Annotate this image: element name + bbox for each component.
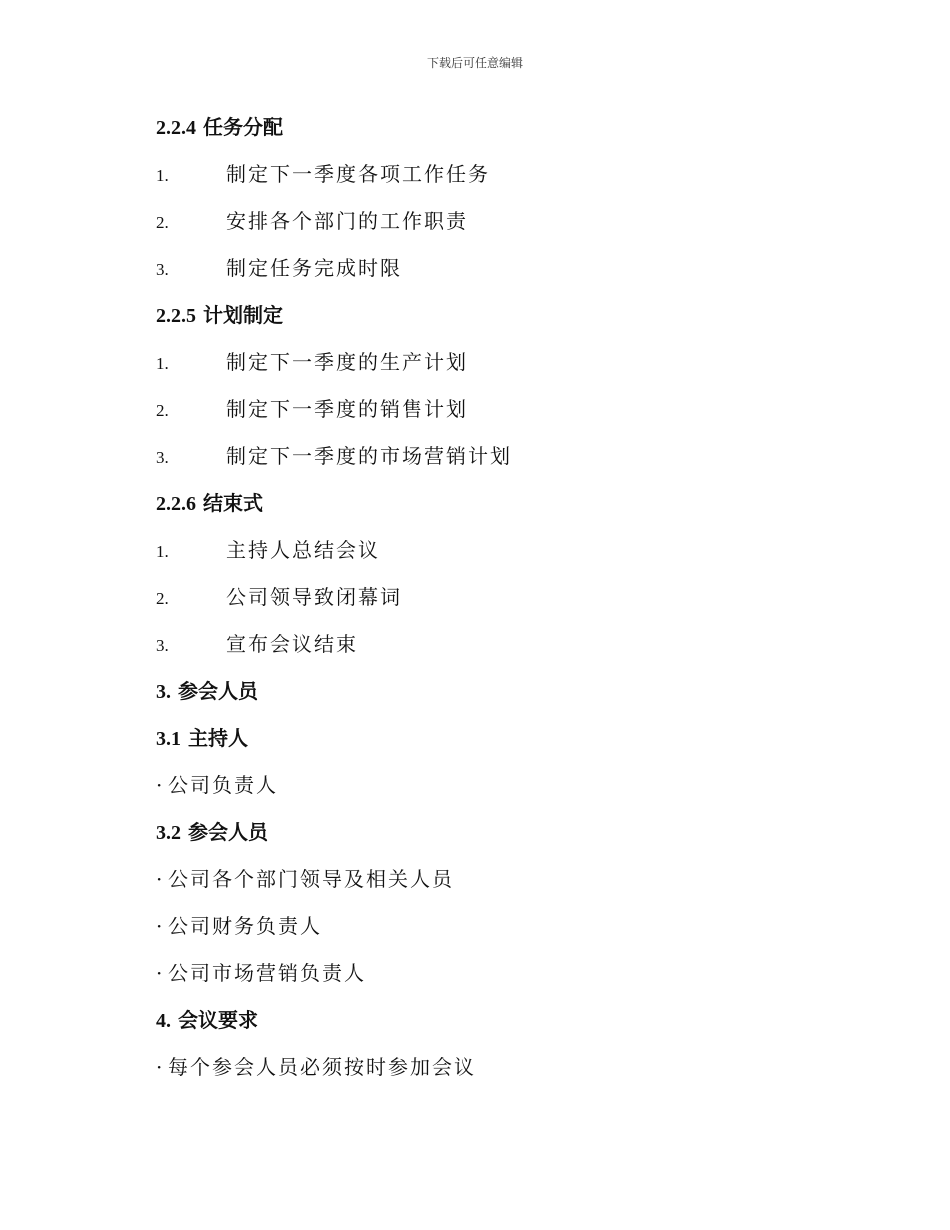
list-item-text: 公司领导致闭幕词 (226, 585, 402, 609)
bullet-item (156, 1049, 856, 1096)
bullet-dot: · (156, 1055, 163, 1079)
list-item (156, 579, 856, 626)
list-item-index: 2. (156, 589, 169, 608)
section-heading (156, 814, 856, 861)
list-item-index: 2. (156, 401, 169, 420)
list-item (156, 626, 856, 673)
section-number: 2.2.5 (156, 305, 196, 327)
list-item (156, 438, 856, 485)
section-number: 4. (156, 1010, 171, 1032)
bullet-item (156, 861, 856, 908)
list-item-index: 3. (156, 448, 169, 467)
section-title: 主持人 (187, 726, 248, 750)
list-item-index: 3. (156, 636, 169, 655)
list-item-text: 制定下一季度各项工作任务 (226, 162, 490, 186)
list-item (156, 344, 856, 391)
bullet-text: 公司负责人 (168, 773, 278, 797)
list-item (156, 250, 856, 297)
section-title: 会议要求 (177, 1008, 258, 1032)
section-heading (156, 673, 856, 720)
bullet-text: 公司市场营销负责人 (168, 961, 366, 985)
bullet-item (156, 767, 856, 814)
list-item-text: 制定下一季度的生产计划 (226, 350, 468, 374)
list-item-text: 制定下一季度的市场营销计划 (226, 444, 512, 468)
section-number: 3.2 (156, 822, 181, 844)
page-header-note: 下载后可任意编辑 (426, 56, 523, 70)
list-item (156, 203, 856, 250)
bullet-text: 每个参会人员必须按时参加会议 (168, 1055, 476, 1079)
bullet-item (156, 955, 856, 1002)
section-heading (156, 485, 856, 532)
bullet-dot: · (156, 961, 163, 985)
list-item-index: 1. (156, 166, 169, 185)
section-heading (156, 297, 856, 344)
section-number: 3. (156, 681, 171, 703)
list-item-text: 宣布会议结束 (226, 632, 358, 656)
list-item-index: 2. (156, 213, 169, 232)
list-item (156, 532, 856, 579)
bullet-dot: · (156, 914, 163, 938)
list-item-text: 主持人总结会议 (226, 538, 380, 562)
section-heading (156, 1002, 856, 1049)
section-title: 任务分配 (202, 115, 283, 139)
section-number: 2.2.4 (156, 117, 196, 139)
bullet-text: 公司各个部门领导及相关人员 (168, 867, 454, 891)
document-body (156, 109, 856, 1096)
list-item-index: 3. (156, 260, 169, 279)
section-number: 3.1 (156, 728, 181, 750)
section-number: 2.2.6 (156, 493, 196, 515)
section-title: 结束式 (202, 491, 263, 515)
bullet-item (156, 908, 856, 955)
list-item (156, 391, 856, 438)
section-heading (156, 720, 856, 767)
list-item-text: 安排各个部门的工作职责 (226, 209, 468, 233)
bullet-dot: · (156, 867, 163, 891)
list-item-index: 1. (156, 542, 169, 561)
list-item-text: 制定下一季度的销售计划 (226, 397, 468, 421)
section-heading (156, 109, 856, 156)
bullet-text: 公司财务负责人 (168, 914, 322, 938)
list-item-index: 1. (156, 354, 169, 373)
section-title: 参会人员 (177, 679, 258, 703)
section-title: 参会人员 (187, 820, 268, 844)
list-item-text: 制定任务完成时限 (226, 256, 402, 280)
bullet-dot: · (156, 773, 163, 797)
section-title: 计划制定 (202, 303, 283, 327)
list-item (156, 156, 856, 203)
